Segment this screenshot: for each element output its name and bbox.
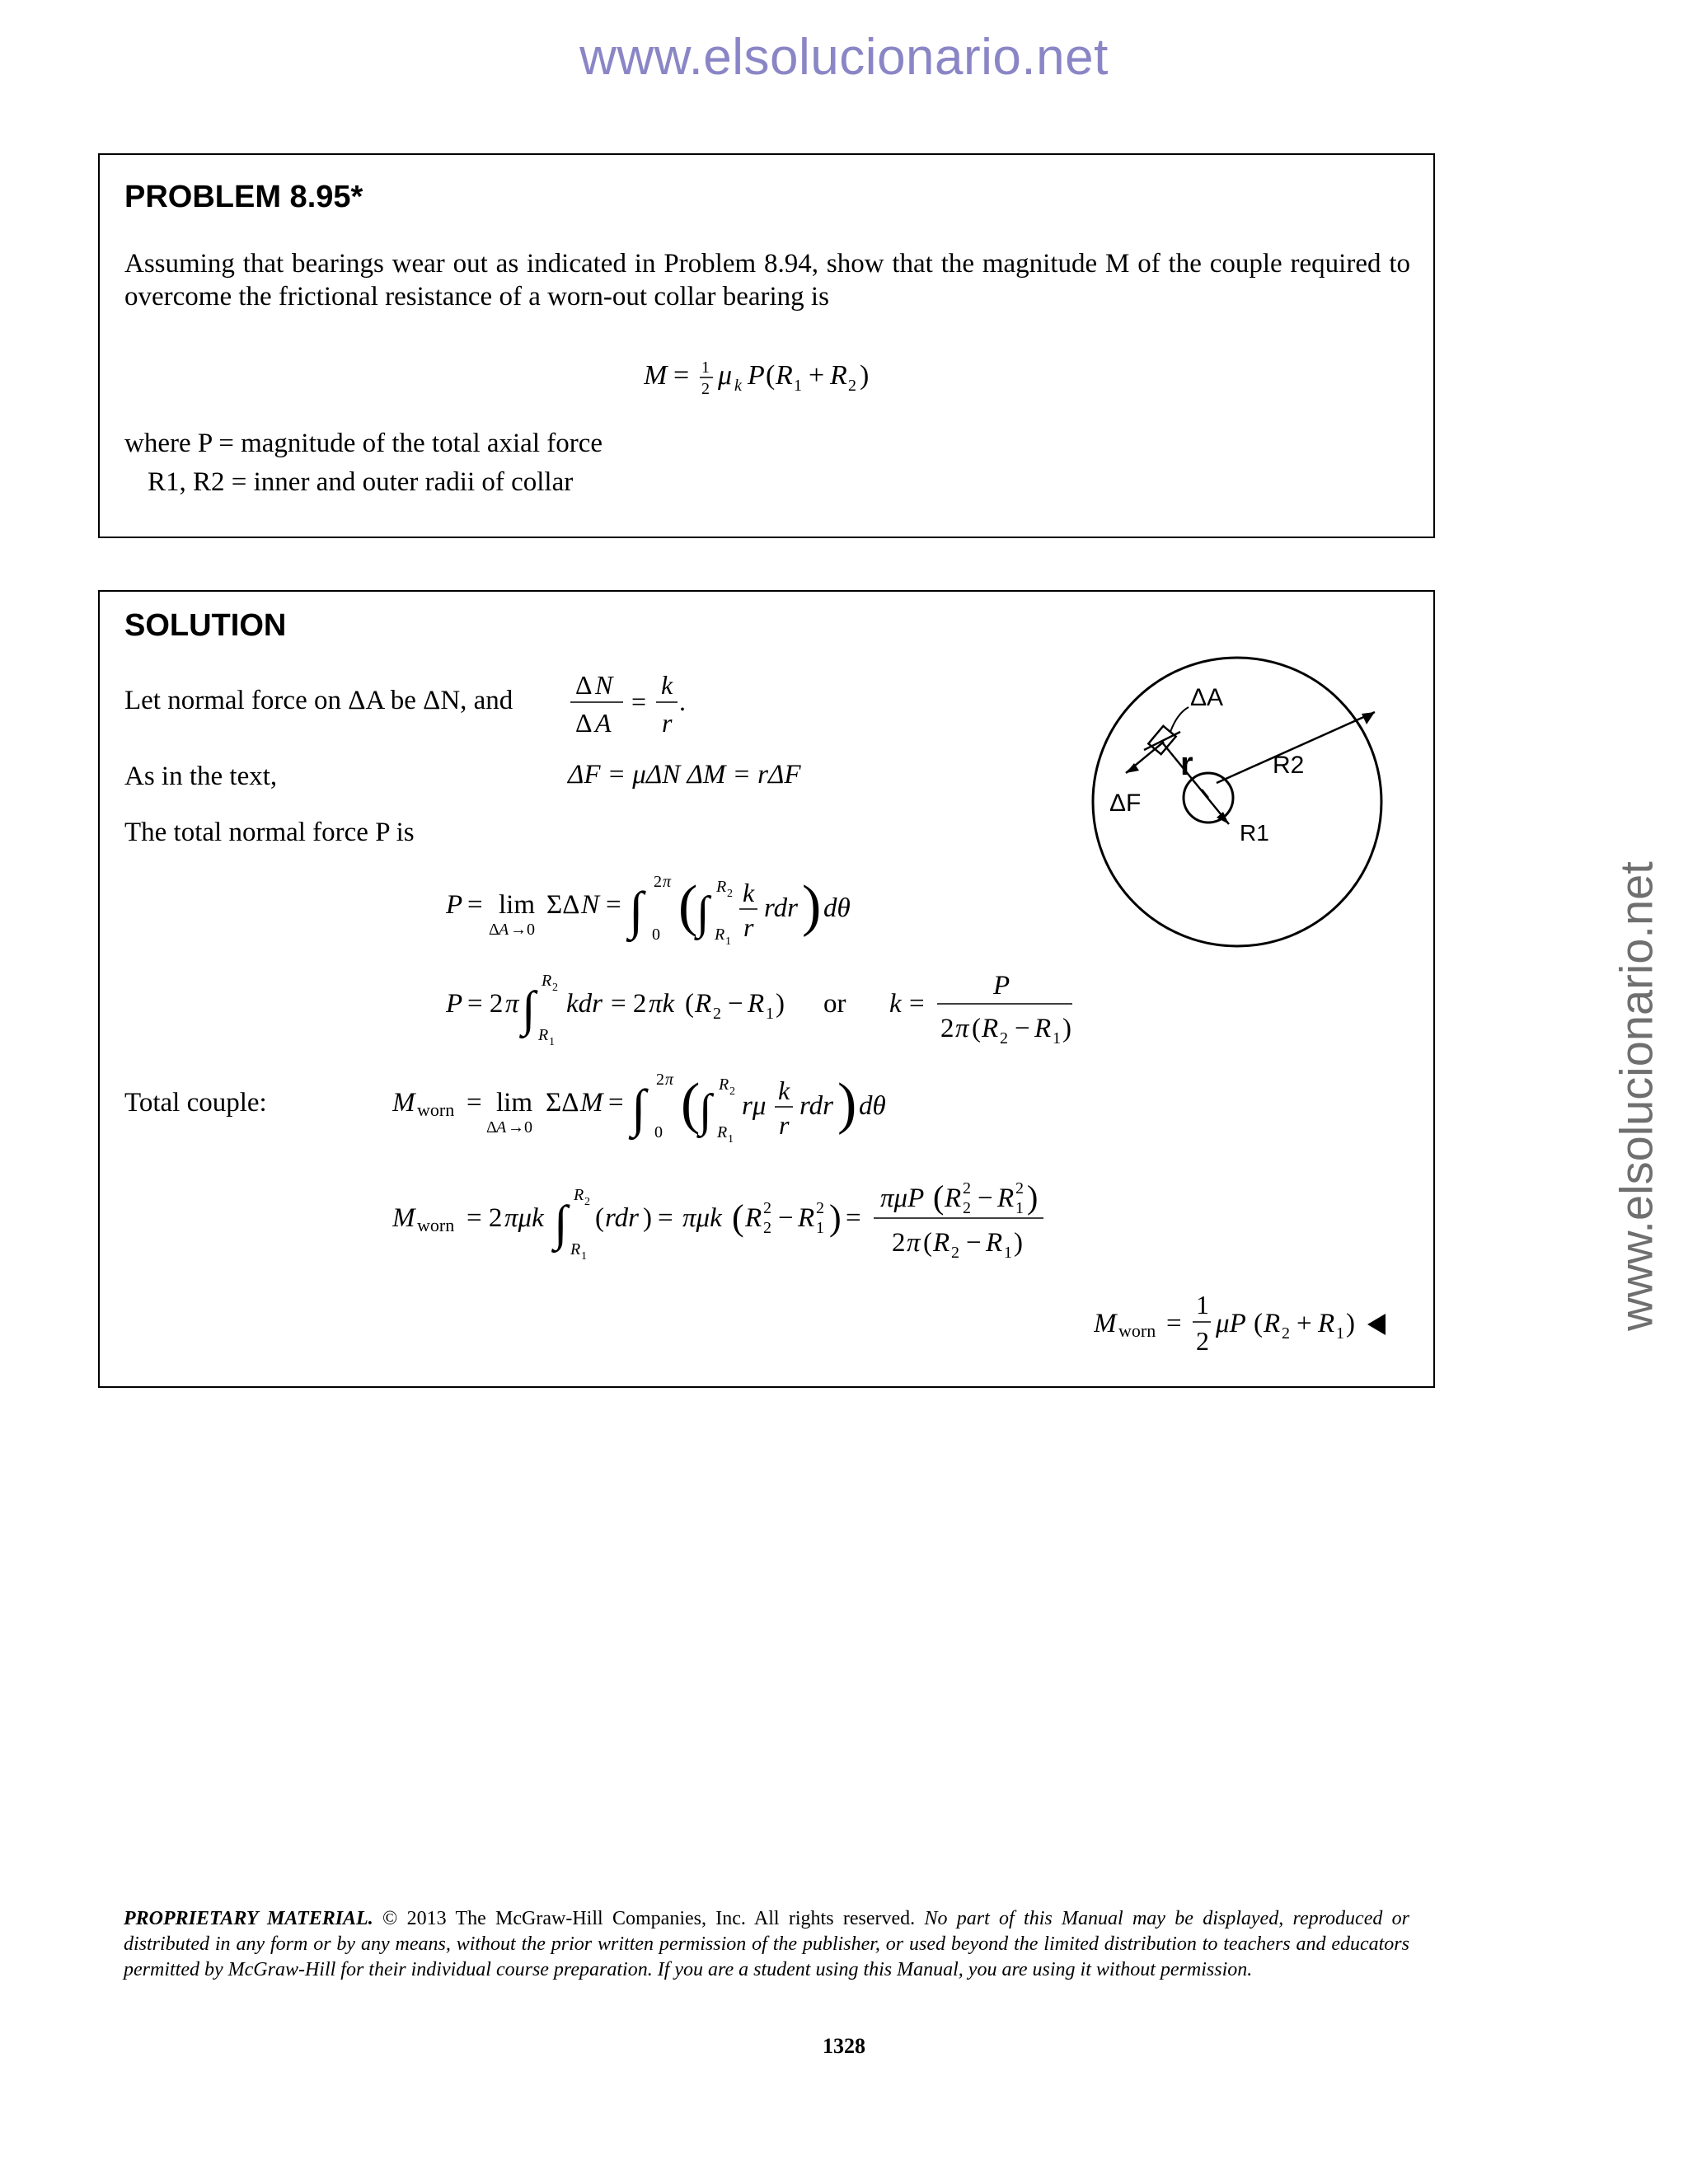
svg-text:r: r <box>743 912 754 942</box>
svg-text:π: π <box>955 1014 969 1043</box>
svg-text:): ) <box>776 989 785 1019</box>
diagram-label-r1: R1 <box>1240 820 1269 846</box>
svg-text:M: M <box>1094 1309 1117 1338</box>
svg-text:(: ( <box>923 1228 932 1258</box>
svg-text:μP: μP <box>1216 1309 1246 1338</box>
svg-text:kdr: kdr <box>566 989 603 1019</box>
or-word: or <box>823 989 846 1019</box>
solution-heading: SOLUTION <box>124 608 287 643</box>
svg-text:N: N <box>595 670 613 700</box>
svg-text:1: 1 <box>794 377 802 395</box>
svg-text:μ: μ <box>718 360 733 391</box>
svg-text:−: − <box>978 1183 993 1213</box>
svg-text:worn: worn <box>417 1215 455 1235</box>
svg-text:R: R <box>542 972 552 990</box>
svg-text:2: 2 <box>654 873 662 891</box>
svg-text:2: 2 <box>816 1199 824 1217</box>
svg-text:R: R <box>830 360 847 391</box>
solution-line-2-label: As in the text, <box>124 762 278 791</box>
svg-text:r: r <box>662 708 673 738</box>
svg-text:A: A <box>499 921 509 939</box>
footer-lead: PROPRIETARY MATERIAL. <box>124 1908 373 1929</box>
svg-text:k: k <box>661 670 673 700</box>
svg-text:R: R <box>716 878 727 896</box>
svg-text:ΣΔ: ΣΔ <box>546 890 580 920</box>
svg-text:1: 1 <box>1336 1324 1344 1343</box>
watermark-side: www.elsolucionario.net <box>1610 861 1662 1331</box>
svg-text:=: = <box>673 360 690 391</box>
svg-text:→0: →0 <box>510 921 535 939</box>
svg-text:+: + <box>1296 1309 1312 1338</box>
diagram-label-r: r <box>1180 746 1193 782</box>
svg-text:(: ( <box>685 989 694 1019</box>
svg-text:(: ( <box>766 360 776 391</box>
svg-text:dθ: dθ <box>823 893 851 923</box>
svg-text:∫: ∫ <box>629 881 644 940</box>
svg-text:): ) <box>829 1197 842 1238</box>
svg-text:(: ( <box>972 1014 981 1043</box>
equation-m-worn-result <box>392 1174 1134 1264</box>
svg-text:∫: ∫ <box>699 1085 712 1137</box>
svg-text:R: R <box>997 1183 1015 1213</box>
equation-p-integral <box>446 864 940 954</box>
svg-text:.: . <box>679 687 686 716</box>
svg-text:0: 0 <box>652 926 660 944</box>
svg-text:R: R <box>745 1203 762 1233</box>
svg-text:2: 2 <box>729 1085 735 1098</box>
footer-text: No part of this Manual may be displayed, reproduced or distributed in any form or by any means, without the prior written permission of the publisher, or used beyond the limited distribution to teachers and educators permitted by McGraw-Hill for their individual course preparation. If you are a student using this Manual, you are using it without permission. <box>124 1908 1409 1980</box>
diagram-label-delta-a: ΔA <box>1190 684 1224 711</box>
svg-text:R: R <box>982 1014 999 1043</box>
svg-text:2: 2 <box>940 1014 954 1043</box>
svg-text:= 2: = 2 <box>467 1203 503 1233</box>
svg-text:+: + <box>809 360 825 391</box>
svg-text:=: = <box>909 989 925 1019</box>
svg-text:): ) <box>1027 1179 1039 1216</box>
svg-text:π: π <box>505 989 519 1019</box>
svg-text:2: 2 <box>963 1179 971 1197</box>
svg-text:(: ( <box>732 1197 744 1238</box>
svg-text:2: 2 <box>1282 1324 1290 1343</box>
svg-text:=: = <box>606 890 621 920</box>
svg-text:(: ( <box>681 1072 701 1136</box>
svg-text:Δ: Δ <box>575 670 593 700</box>
svg-text:rdr: rdr <box>605 1203 639 1233</box>
svg-text:rdr: rdr <box>799 1091 833 1121</box>
svg-text:R: R <box>748 989 765 1019</box>
svg-text:2: 2 <box>1015 1179 1024 1197</box>
equation-p-result <box>446 963 1188 1053</box>
svg-text:R: R <box>1318 1309 1335 1338</box>
svg-text:=: = <box>608 1088 624 1118</box>
watermark-top: www.elsolucionario.net <box>579 29 1109 86</box>
svg-text:πμk: πμk <box>682 1203 722 1233</box>
svg-text:2: 2 <box>963 1199 971 1217</box>
svg-text:2: 2 <box>951 1244 959 1262</box>
svg-text:(: ( <box>595 1203 604 1233</box>
svg-text:π: π <box>907 1228 921 1258</box>
svg-text:2: 2 <box>584 1196 590 1208</box>
svg-text:P: P <box>446 890 463 920</box>
svg-text:(: ( <box>678 874 698 938</box>
svg-text:=: = <box>467 890 483 920</box>
svg-text:1: 1 <box>1053 1029 1061 1047</box>
svg-text:∫: ∫ <box>522 982 536 1036</box>
svg-text:): ) <box>1346 1309 1355 1338</box>
svg-text:worn: worn <box>1118 1320 1156 1341</box>
svg-text:R: R <box>717 1123 728 1141</box>
svg-text:R: R <box>719 1076 729 1094</box>
diagram-label-delta-f: ΔF <box>1109 790 1142 817</box>
svg-text:M: M <box>392 1088 415 1118</box>
svg-text:P: P <box>446 989 463 1019</box>
svg-text:Δ: Δ <box>489 921 499 939</box>
svg-text:2: 2 <box>848 377 856 395</box>
svg-text:πμP: πμP <box>880 1183 925 1213</box>
svg-text:→0: →0 <box>508 1118 532 1137</box>
svg-text:πk: πk <box>649 989 675 1019</box>
diagram-label-r2: R2 <box>1273 752 1305 779</box>
problem-statement: Assuming that bearings wear out as indicated in Problem 8.94, show that the magnitude M of the couple required to overcome the frictional resistance of a worn-out collar bearing is <box>124 249 1410 312</box>
svg-text:): ) <box>837 1072 857 1136</box>
svg-text:R: R <box>570 1240 581 1258</box>
svg-text:P: P <box>993 971 1010 1001</box>
problem-formula <box>644 344 907 404</box>
solution-line-2-eq: ΔF = μΔN ΔM = rΔF <box>568 760 801 790</box>
svg-text:2: 2 <box>1000 1029 1008 1047</box>
svg-text:π: π <box>663 873 672 891</box>
svg-text:1: 1 <box>728 1133 734 1146</box>
svg-text:R: R <box>695 989 712 1019</box>
svg-text:Δ: Δ <box>486 1118 497 1137</box>
svg-text:ΣΔ: ΣΔ <box>546 1088 579 1118</box>
svg-text:k: k <box>889 989 902 1019</box>
page-number: 1328 <box>823 2034 865 2058</box>
svg-text:k: k <box>778 1076 790 1105</box>
svg-text:2: 2 <box>713 1005 721 1023</box>
problem-box <box>98 153 1435 538</box>
footer-copyright: © 2013 The McGraw-Hill Companies, Inc. All rights reserved. <box>382 1908 916 1929</box>
svg-text:2: 2 <box>763 1199 771 1217</box>
svg-text:N: N <box>581 890 600 920</box>
svg-text:k: k <box>734 377 742 395</box>
answer-marker-icon <box>1367 1314 1386 1335</box>
svg-text:2: 2 <box>552 982 558 994</box>
svg-text:R: R <box>538 1026 549 1044</box>
svg-text:rμ: rμ <box>742 1091 767 1121</box>
problem-heading: PROBLEM 8.95* <box>124 180 363 214</box>
final-answer <box>1094 1281 1423 1363</box>
svg-text:=: = <box>631 687 647 716</box>
svg-text:1: 1 <box>549 1036 555 1048</box>
svg-text:worn: worn <box>417 1099 455 1120</box>
svg-text:2: 2 <box>656 1071 664 1089</box>
svg-text:dθ: dθ <box>859 1091 886 1121</box>
svg-text:2: 2 <box>892 1228 906 1258</box>
svg-text:1: 1 <box>1196 1290 1209 1319</box>
svg-text:∫: ∫ <box>696 888 710 939</box>
svg-text:2: 2 <box>1196 1326 1209 1356</box>
dn-da-fraction <box>565 664 689 747</box>
svg-text:∫: ∫ <box>631 1079 646 1137</box>
svg-text:(: ( <box>1254 1309 1263 1338</box>
svg-text:R: R <box>715 926 725 944</box>
svg-text:2: 2 <box>727 888 733 900</box>
svg-text:∫: ∫ <box>554 1196 568 1250</box>
svg-text:−: − <box>778 1203 794 1233</box>
svg-text:r: r <box>779 1110 790 1140</box>
svg-text:−: − <box>1015 1014 1030 1043</box>
svg-text:Δ: Δ <box>575 708 593 738</box>
svg-text:): ) <box>1014 1228 1023 1258</box>
svg-text:M: M <box>644 360 668 391</box>
svg-text:A: A <box>496 1118 507 1137</box>
svg-text:=: = <box>846 1203 861 1233</box>
equation-m-worn-integral <box>392 1062 969 1152</box>
svg-text:1: 1 <box>1015 1199 1024 1217</box>
svg-text:R: R <box>798 1203 815 1233</box>
svg-text:2: 2 <box>701 380 710 398</box>
svg-text:π: π <box>665 1071 674 1089</box>
where-line-1: where P = magnitude of the total axial force <box>124 429 603 458</box>
svg-text:2: 2 <box>763 1219 771 1237</box>
svg-text:R: R <box>945 1183 962 1213</box>
svg-text:k: k <box>743 878 755 907</box>
svg-text:−: − <box>728 989 743 1019</box>
svg-text:1: 1 <box>816 1219 824 1237</box>
svg-text:πμk: πμk <box>504 1203 544 1233</box>
solution-box <box>98 590 1435 1388</box>
svg-text:R: R <box>1034 1014 1052 1043</box>
svg-text:0: 0 <box>654 1123 663 1141</box>
svg-text:R: R <box>574 1186 584 1204</box>
svg-text:R: R <box>986 1228 1003 1258</box>
svg-text:A: A <box>595 708 612 738</box>
solution-line-1: Let normal force on ΔA be ΔN, and <box>124 686 513 715</box>
svg-text:rdr: rdr <box>764 893 798 923</box>
svg-text:): ) <box>1062 1014 1071 1043</box>
svg-text:1: 1 <box>766 1005 774 1023</box>
svg-text:−: − <box>966 1228 982 1258</box>
where-line-2: R1, R2 = inner and outer radii of collar <box>148 467 574 497</box>
svg-text:1: 1 <box>725 935 731 948</box>
svg-text:= 2: = 2 <box>467 989 504 1019</box>
svg-text:M: M <box>580 1088 603 1118</box>
svg-text:P: P <box>748 360 765 391</box>
svg-text:lim: lim <box>499 890 536 920</box>
svg-text:1: 1 <box>1004 1244 1012 1262</box>
svg-text:1: 1 <box>701 359 710 377</box>
svg-text:1: 1 <box>581 1250 587 1263</box>
svg-text:R: R <box>933 1228 950 1258</box>
svg-text:): ) <box>802 874 822 938</box>
svg-text:M: M <box>392 1203 415 1233</box>
svg-text:lim: lim <box>496 1088 533 1118</box>
svg-text:=: = <box>658 1203 673 1233</box>
svg-text:= 2: = 2 <box>611 989 647 1019</box>
svg-text:R: R <box>1264 1309 1281 1338</box>
svg-text:=: = <box>1166 1309 1182 1338</box>
solution-line-3: The total normal force P is <box>124 818 415 847</box>
svg-text:(: ( <box>933 1179 945 1216</box>
total-couple-label: Total couple: <box>124 1088 267 1118</box>
svg-text:): ) <box>860 360 870 391</box>
svg-text:=: = <box>467 1088 482 1118</box>
footer-notice <box>124 1906 1409 1983</box>
collar-bearing-diagram <box>1085 649 1398 963</box>
svg-text:R: R <box>776 360 793 391</box>
svg-text:): ) <box>643 1203 652 1233</box>
